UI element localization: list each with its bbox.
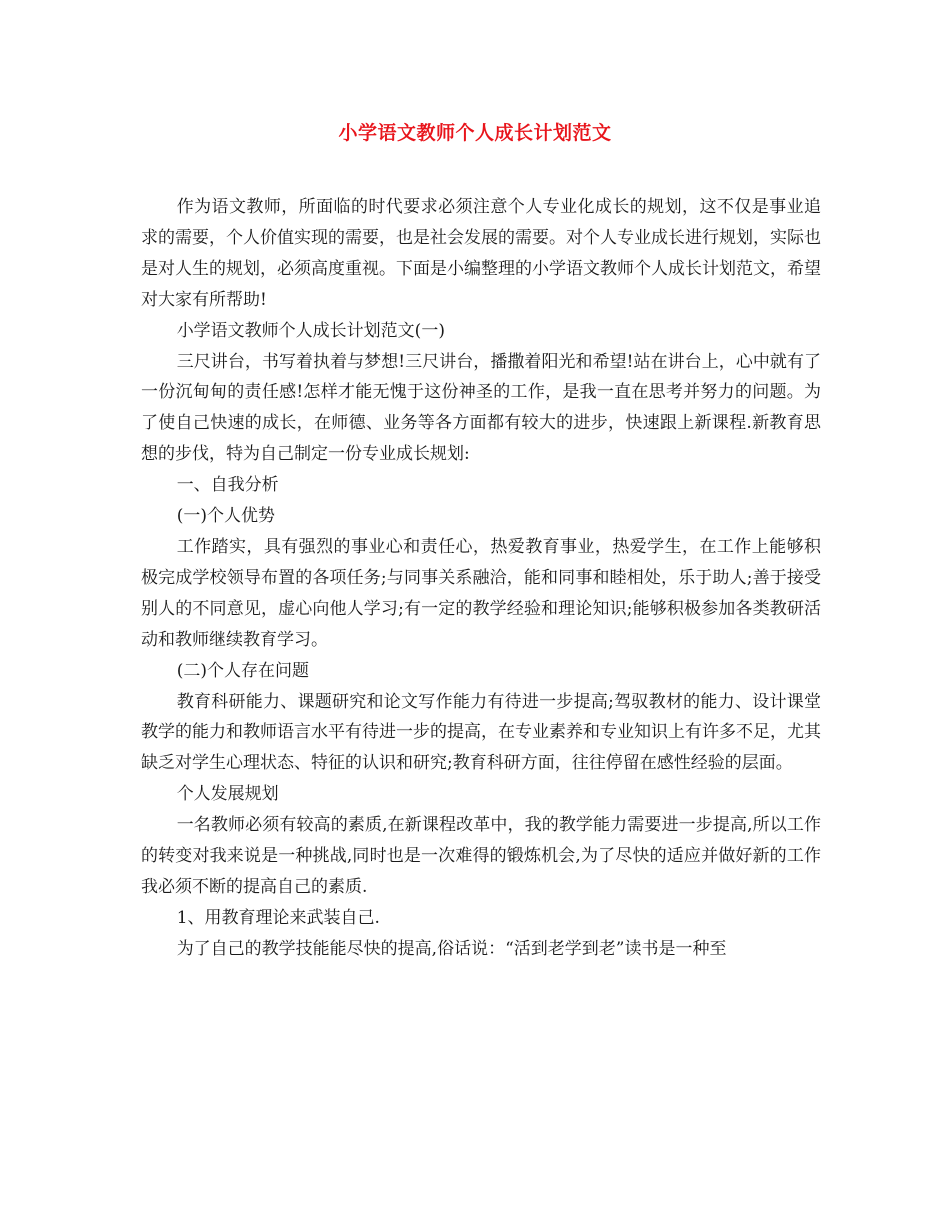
document-body [141,192,821,965]
section-heading-development-plan: 个人发展规划 [176,784,279,805]
list-item-theory: 1、用教育理论来武装自己. [176,907,380,928]
paragraph-reading: 为了自己的教学技能能尽快的提高,俗话说：“活到老学到老”读书是一种至 [176,938,727,959]
subheading-problems: (二)个人存在问题 [176,660,309,681]
document-title: 小学语文教师个人成长计划范文 [338,122,612,144]
paragraph-strengths: 工作踏实，具有强烈的事业心和责任心，热爱教育事业，热爱学生，在工作上能够积极完成学校领导布置的各项任务;与同事关系融洽，能和同事和睦相处，乐于助人;善于接受别人的不同意见，虚心向他人学习;有一定的教学经验和理论知识;能够积极参加各类教研活动和教师继续教育学习。 [141,536,821,650]
paragraph-problems: 教育科研能力、课题研究和论文写作能力有待进一步提高;驾驭教材的能力、设计课堂教学的能力和教师语言水平有待进一步的提高，在专业素养和专业知识上有许多不足，尤其缺乏对学生心理状态、特征的认识和研究;教育科研方面，往往停留在感性经验的层面。 [141,691,821,774]
paragraph-intro: 作为语文教师，所面临的时代要求必须注意个人专业化成长的规划，这不仅是事业追求的需要，个人价值实现的需要，也是社会发展的需要。对个人专业成长进行规划，实际也是对人生的规划，必须高度重视。下面是小编整理的小学语文教师个人成长计划范文，希望对大家有所帮助! [141,197,821,310]
paragraph-development: 一名教师必须有较高的素质,在新课程改革中，我的教学能力需要进一步提高,所以工作的转变对我来说是一种挑战,同时也是一次难得的锻炼机会,为了尽快的适应并做好新的工作我必须不断的提高自己的素质. [141,815,821,897]
section-heading-sample-one: 小学语文教师个人成长计划范文(一) [176,320,445,341]
section-heading-self-analysis: 一、自我分析 [176,475,279,496]
subheading-strengths: (一)个人优势 [176,506,275,527]
paragraph-podium: 三尺讲台，书写着执着与梦想!三尺讲台，播撒着阳光和希望!站在讲台上，心中就有了一份沉甸甸的责任感!怎样才能无愧于这份神圣的工作，是我一直在思考并努力的问题。为了使自己快速的成长，在师德、业务等各方面都有较大的进步，快速跟上新课程.新教育思想的步伐，特为自己制定一份专业成长规划: [141,351,821,465]
